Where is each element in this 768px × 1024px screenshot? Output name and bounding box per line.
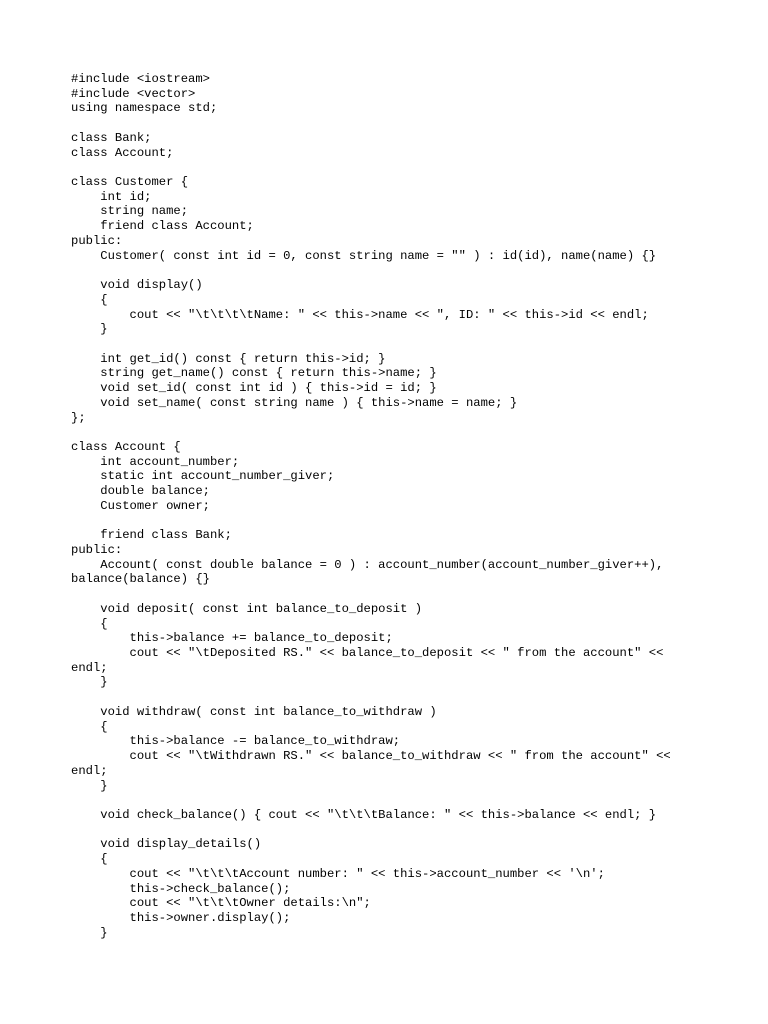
code-line: cout << "\tDeposited RS." << balance_to_deposit << " from the account" <<: [71, 646, 664, 661]
code-line: {: [71, 852, 108, 867]
code-line: [71, 337, 751, 352]
code-line: this->owner.display();: [71, 910, 291, 925]
code-line: [71, 116, 751, 131]
code-line: class Account;: [71, 145, 174, 160]
code-line: class Account {: [71, 439, 181, 454]
code-line: this->check_balance();: [71, 881, 291, 896]
code-line: #include <iostream>: [71, 72, 210, 86]
code-line: [71, 263, 751, 278]
code-line: class Bank;: [71, 130, 152, 145]
code-line: cout << "\t\t\tOwner details:\n";: [71, 896, 371, 911]
code-line: int id;: [71, 189, 152, 204]
code-line: using namespace std;: [71, 101, 218, 116]
code-line: [71, 160, 751, 175]
code-block: [71, 72, 751, 940]
code-line: [71, 514, 751, 529]
code-line: Account( const double balance = 0 ) : account_number(account_number_giver++),: [71, 557, 664, 572]
code-line: void display(): [71, 278, 203, 293]
code-line: void deposit( const int balance_to_deposit ): [71, 601, 423, 616]
code-line: {: [71, 719, 108, 734]
code-line: #include <vector>: [71, 86, 196, 101]
code-line: balance(balance) {}: [71, 572, 210, 587]
code-line: friend class Bank;: [71, 528, 232, 543]
code-line: }: [71, 778, 108, 793]
code-line: endl;: [71, 660, 108, 675]
code-line: void set_name( const string name ) { this->name = name; }: [71, 395, 518, 410]
code-line: Customer( const int id = 0, const string name = "" ) : id(id), name(name) {}: [71, 248, 657, 263]
code-line: Customer owner;: [71, 498, 210, 513]
code-line: cout << "\t\t\t\tName: " << this->name << ", ID: " << this->id << endl;: [71, 307, 649, 322]
code-line: [71, 425, 751, 440]
code-line: cout << "\t\t\tAccount number: " << this->account_number << '\n';: [71, 866, 605, 881]
code-line: void set_id( const int id ) { this->id = id; }: [71, 381, 437, 396]
code-line: int get_id() const { return this->id; }: [71, 351, 386, 366]
code-line: [71, 793, 751, 808]
code-line: [71, 823, 751, 838]
code-line: static int account_number_giver;: [71, 469, 335, 484]
code-line: double balance;: [71, 484, 210, 499]
code-line: [71, 587, 751, 602]
code-line: void withdraw( const int balance_to_withdraw ): [71, 704, 437, 719]
code-line: string name;: [71, 204, 189, 219]
code-line: cout << "\tWithdrawn RS." << balance_to_withdraw << " from the account" <<: [71, 749, 671, 764]
code-line: {: [71, 292, 108, 307]
code-line: }: [71, 322, 108, 337]
code-line: [71, 690, 751, 705]
code-line: this->balance += balance_to_deposit;: [71, 631, 393, 646]
code-line: public:: [71, 543, 123, 557]
code-line: }: [71, 925, 108, 940]
code-line: {: [71, 616, 108, 631]
code-line: friend class Account;: [71, 219, 254, 234]
code-line: int account_number;: [71, 454, 240, 469]
code-line: class Customer {: [71, 175, 189, 190]
code-line: }: [71, 675, 108, 690]
code-line: public:: [71, 233, 123, 248]
code-line: string get_name() const { return this->name; }: [71, 366, 437, 381]
code-line: void display_details(): [71, 837, 262, 852]
code-line: };: [71, 410, 86, 425]
code-line: endl;: [71, 763, 108, 778]
code-line: void check_balance() { cout << "\t\t\tBalance: " << this->balance << endl; }: [71, 807, 657, 822]
code-line: this->balance -= balance_to_withdraw;: [71, 734, 401, 749]
